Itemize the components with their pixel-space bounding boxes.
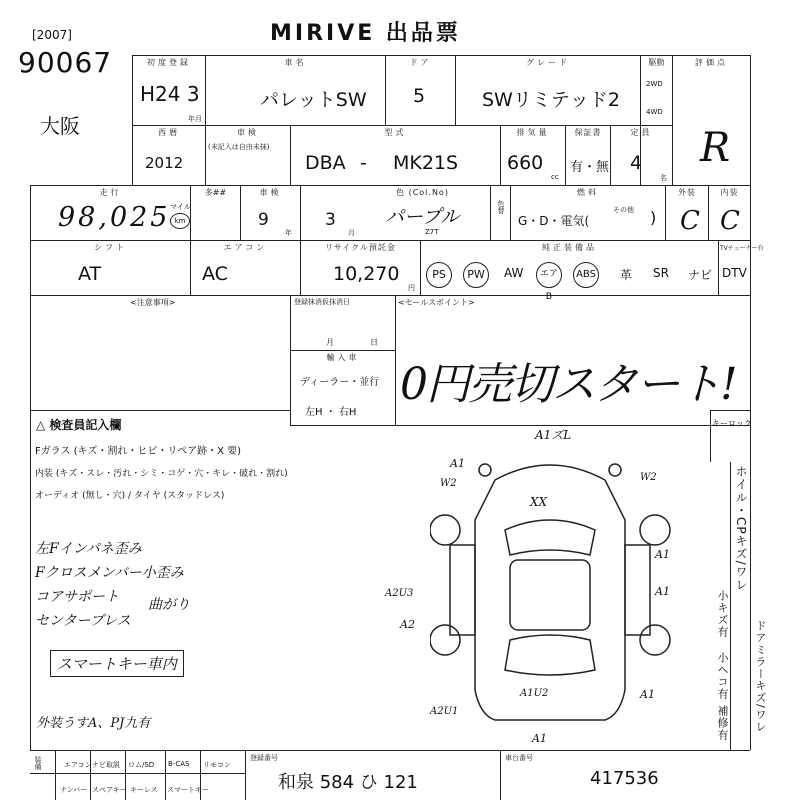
frame-line — [730, 462, 731, 750]
side-note-wheel: ホイル・CPキズ/ワレ — [734, 465, 748, 592]
ext-value: C — [680, 206, 700, 236]
reg-label: 初度登録 — [147, 58, 191, 67]
door-label: ドア — [409, 58, 432, 67]
frame-line — [710, 410, 711, 462]
fuel-label: 燃料 — [577, 188, 599, 197]
vehicle-month: 9 — [258, 210, 269, 230]
frame-line — [750, 55, 751, 295]
equip-aw: AW — [504, 266, 524, 280]
equip-ps — [426, 262, 452, 288]
mark-w2-right: W2 — [640, 472, 657, 483]
equip-pw-text: PW — [463, 262, 489, 288]
reg-sub: 年月 — [188, 115, 202, 123]
vehicle-day: 3 — [325, 210, 336, 230]
chassis-label: 車台番号 — [505, 754, 533, 762]
frame-line — [500, 750, 501, 800]
rear-window-shape — [505, 635, 595, 675]
frame-line — [30, 410, 31, 750]
side-note-small-scratch: 小キズ有 — [716, 590, 729, 638]
mileage-unit-km: km — [170, 213, 190, 229]
notes-label: <注意事項> — [130, 298, 176, 307]
footer-col4-top: B-CAS — [168, 760, 190, 768]
year-char: 年 — [285, 229, 292, 237]
wheel-front-left — [430, 515, 460, 545]
mark-a1-right-2: A1 — [655, 585, 670, 598]
footer-col1-row2: ナンバー — [60, 786, 88, 794]
drive-4wd: 4WD — [646, 108, 663, 116]
inspect-sub: (未記入は自由未抹) — [208, 143, 270, 151]
frame-line — [30, 410, 290, 411]
model-value: MK21S — [393, 152, 459, 174]
int-value: C — [720, 206, 740, 236]
plate-label: 登録番号 — [250, 754, 278, 762]
reg-value: H24 3 — [140, 82, 200, 106]
capacity-value: 4 — [630, 152, 643, 174]
location: 大阪 — [40, 114, 80, 138]
side-note-door-mirror: ドアミラーキズ/ワレ — [754, 620, 767, 733]
year-value: 2012 — [145, 154, 184, 172]
year-label: 西暦 — [158, 128, 180, 137]
frame-line — [490, 185, 491, 240]
mark-top: A1ズL — [535, 428, 572, 442]
equip-sr: SR — [653, 266, 669, 280]
equip-label: 純正装備品 — [542, 243, 597, 252]
footer-col5-top: リモコン — [203, 761, 231, 769]
footer-col3-top: ロム/SD — [128, 761, 155, 769]
footer-col4-row2: スマートキー — [167, 786, 209, 794]
footer-col3-row2: キーレス — [130, 786, 158, 794]
ext-label: 外装 — [678, 188, 696, 197]
score-value: R — [700, 125, 731, 171]
fuel-other: その他 — [613, 206, 634, 214]
mark-a1-bottom: A1 — [532, 732, 547, 745]
car-body-outline — [475, 465, 625, 720]
frame-line — [290, 425, 750, 426]
frame-line — [30, 185, 750, 186]
year-tag: [2007] — [32, 28, 72, 42]
frame-line — [165, 750, 166, 800]
warranty-label: 保証書 — [574, 128, 602, 137]
key-lock-label: キーロック — [712, 419, 752, 428]
name-value: パレットSW — [260, 89, 367, 111]
grade-value: SWリミテッド2 — [482, 89, 620, 111]
side-note-small-dent: 小ヘコ有 — [716, 652, 729, 700]
hand-bend: 曲がり — [148, 597, 190, 613]
sales-value: 0円売切スタート! — [400, 359, 736, 410]
right-door-panel — [625, 545, 650, 635]
disp-unit: cc — [551, 173, 559, 181]
equip-leather: 革 — [620, 268, 633, 282]
sheet-title: MIRIVE 出品票 — [270, 21, 461, 46]
equip-airbag-text: エアB — [536, 262, 562, 288]
hand-note-2: Fクロスメンバー小歪み — [35, 565, 184, 581]
inspector-label: △ 検査員記入欄 — [36, 418, 122, 432]
mark-a1-rear-right: A1 — [640, 688, 655, 701]
disp-value: 660 — [507, 152, 544, 174]
name-label: 車名 — [284, 58, 307, 67]
frame-line — [672, 55, 673, 185]
hand-note-3: コアサポート — [35, 589, 119, 605]
roof-shape — [510, 560, 590, 630]
frame-line — [30, 295, 750, 296]
mileage-label: 走行 — [99, 188, 122, 197]
score-label: 評価点 — [695, 58, 728, 67]
ac-value: AC — [202, 263, 228, 285]
month-char: 月 — [348, 229, 355, 237]
smart-key-note: スマートキー車内 — [50, 650, 184, 677]
dereg-label: 登録抹消仮抹消日 — [294, 298, 350, 306]
mark-a1-right-1: A1 — [655, 548, 670, 561]
frame-line — [30, 240, 750, 241]
wheel-rear-right — [640, 625, 670, 655]
color-label: 色 (Col.No) — [396, 188, 449, 197]
model-prefix: DBA — [305, 152, 346, 174]
dereg-month: 月 — [326, 338, 334, 347]
wheel-rear-left — [430, 625, 460, 655]
equip-abs — [573, 262, 599, 288]
footer-col2-row2: スペアキー — [92, 786, 127, 794]
frame-line — [245, 750, 246, 800]
frame-line — [132, 55, 750, 56]
recycle-label: リサイクル預託金 — [325, 243, 396, 252]
warranty-value: 有・無 — [570, 160, 610, 175]
color-code: Z7T — [425, 228, 439, 236]
frame-line — [750, 295, 751, 750]
mark-a2u1: A2U1 — [430, 706, 459, 717]
frame-line — [395, 295, 396, 425]
disp-label: 排気量 — [516, 128, 550, 137]
equip-abs-text: ABS — [573, 262, 599, 288]
capacity-label: 定員 — [630, 128, 653, 137]
recycle-unit: 円 — [408, 284, 415, 292]
plate-value: 和泉 584 ひ 121 — [278, 772, 418, 793]
sales-label: <セールスポイント> — [398, 298, 475, 307]
frame-line — [290, 350, 395, 351]
mark-xx: XX — [530, 495, 548, 509]
frame-line — [30, 295, 31, 410]
mirror-right — [609, 464, 621, 476]
color-side: 色替 — [497, 200, 505, 214]
color-value: パープル — [385, 206, 460, 228]
equip-pw — [463, 262, 489, 288]
shift-value: AT — [78, 263, 102, 285]
glass-line: Fガラス (キズ・割れ・ヒビ・リペア跡・X 要) — [35, 446, 242, 457]
dereg-day: 日 — [370, 338, 378, 347]
mileage-value: 98,025 — [58, 202, 171, 233]
door-value: 5 — [413, 85, 426, 107]
fuel-value: G・D・電気( — [518, 214, 590, 228]
footer-col2-top: ナビ取説 — [92, 761, 120, 769]
equip-navi: ナビ — [688, 268, 713, 282]
model-label: 型式 — [384, 128, 407, 137]
ac-label: エアコン — [223, 243, 268, 252]
frame-line — [132, 55, 133, 185]
equip-dtv: DTV — [722, 266, 747, 280]
dealer-value: ディーラー・並行 — [300, 377, 380, 388]
frame-line — [90, 750, 91, 800]
recycle-value: 10,270 — [333, 263, 400, 285]
frame-line — [55, 750, 56, 800]
mark-w2-left: W2 — [440, 478, 457, 489]
mileage-unit-mile: マイル — [170, 203, 191, 211]
hand-note-1: 左Fインパネ歪み — [35, 541, 142, 557]
equip-airbag — [536, 262, 562, 303]
fuel-close: ) — [650, 208, 657, 227]
vehicle-label: 車検 — [259, 188, 282, 197]
lot-number: 90067 — [18, 46, 113, 79]
equip-ps-text: PS — [426, 262, 452, 288]
shift-label: シフト — [94, 243, 127, 252]
import-label: 輸入車 — [326, 353, 360, 362]
chassis-value: 417536 — [590, 768, 659, 789]
side-note-repair: 補修有 — [716, 705, 729, 741]
check-label: 多## — [204, 188, 227, 197]
int-label: 内装 — [720, 188, 739, 197]
frame-line — [132, 125, 672, 126]
footer-col1-bottom: エアコン — [64, 761, 92, 769]
frame-line — [30, 773, 245, 774]
frame-line — [718, 240, 719, 295]
interior-line: 内装 (キズ・スレ・汚れ・シミ・コゲ・穴・キレ・破れ・割れ) — [35, 469, 288, 479]
footer-col1-top: 装備 — [34, 756, 42, 770]
steering-value: 左H ・ 右H — [305, 407, 357, 418]
mark-a1u2: A1U2 — [520, 688, 549, 699]
mirror-left — [479, 464, 491, 476]
capacity-unit: 名 — [660, 174, 667, 182]
grade-label: グレード — [526, 58, 570, 67]
inspect-label: 車検 — [237, 128, 259, 137]
drive-2wd: 2WD — [646, 80, 663, 88]
frame-line — [205, 55, 206, 185]
drive-label: 駆動 — [648, 58, 665, 67]
mark-a2: A2 — [400, 618, 415, 631]
frame-line — [30, 750, 750, 751]
mark-a2u3: A2U3 — [385, 588, 414, 599]
audio-line: オーディオ (無し・穴) / タイヤ (スタッドレス) — [35, 491, 225, 501]
tuner-label: TVチューナー有 — [720, 245, 764, 252]
paint-note: 外装うすA、PJ九有 — [36, 716, 151, 731]
windshield-shape — [505, 520, 595, 555]
wheel-front-right — [640, 515, 670, 545]
hand-note-4: センターブレス — [35, 613, 131, 629]
model-dash: - — [360, 152, 367, 174]
frame-line — [300, 185, 301, 295]
mark-a1-left-top: A1 — [450, 457, 465, 470]
left-door-panel — [450, 545, 475, 635]
